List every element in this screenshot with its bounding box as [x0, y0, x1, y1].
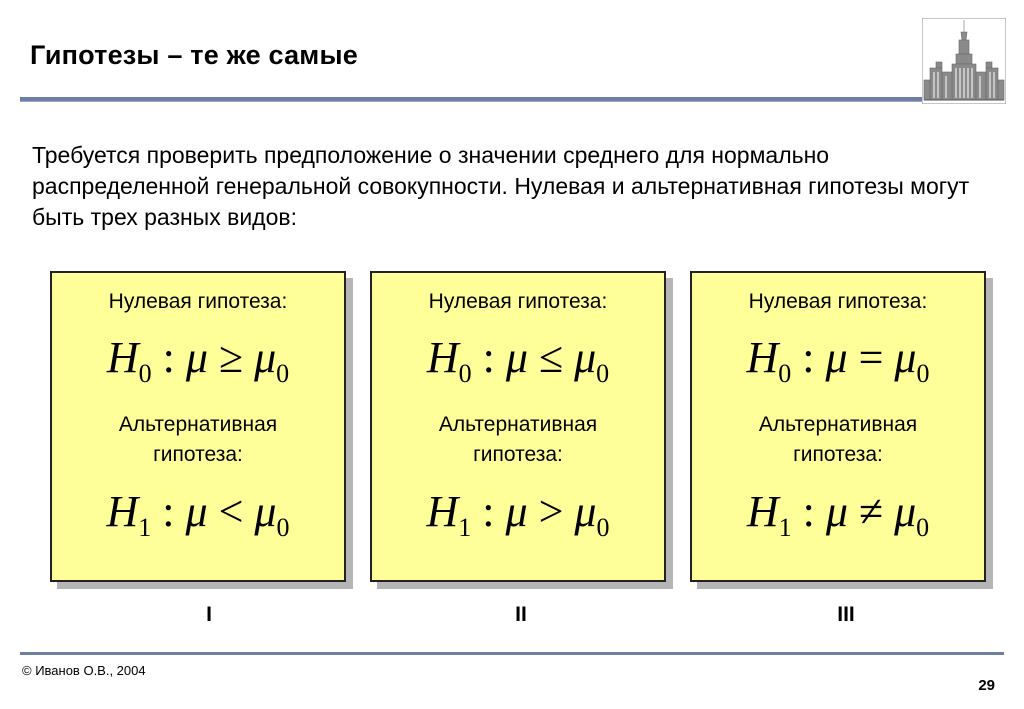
- null-hypothesis-label: Нулевая гипотеза:: [428, 290, 608, 313]
- case-numeral-2: II: [515, 603, 527, 626]
- alternative-hypothesis-formula: $H_1$ : $\mu \ne \mu_0$: [746, 487, 930, 542]
- alternative-hypothesis-label: Альтернативная гипотеза:: [438, 413, 598, 466]
- case-numeral-1: I: [206, 603, 212, 626]
- alternative-hypothesis-label: Альтернативная гипотеза:: [118, 413, 278, 466]
- msu-building-icon: [922, 18, 1006, 104]
- case-numeral-3: III: [837, 603, 855, 626]
- null-hypothesis-formula: $H_0$ : $\mu \ge \mu_0$: [106, 333, 290, 388]
- hypothesis-card-3: [690, 271, 986, 582]
- null-hypothesis-label: Нулевая гипотеза:: [108, 290, 288, 313]
- slide-title: Гипотезы – те же самые: [30, 40, 358, 70]
- copyright-text: © Иванов О.В., 2004: [22, 663, 146, 678]
- hypothesis-card-1: [50, 271, 346, 582]
- alternative-hypothesis-formula: $H_1$ : $\mu < \mu_0$: [106, 487, 290, 542]
- title-divider: [20, 97, 922, 102]
- intro-paragraph: Требуется проверить предположение о значении среднего для нормально распределенной генеральной совокупности. Нулевая и альтернативная гипотезы могут быть трех разных видов:: [32, 142, 970, 230]
- null-hypothesis-formula: $H_0$ : $\mu = \mu_0$: [746, 333, 930, 388]
- null-hypothesis-formula: $H_0$ : $\mu \le \mu_0$: [426, 333, 610, 388]
- alternative-hypothesis-formula: $H_1$ : $\mu > \mu_0$: [426, 487, 610, 542]
- page-number: 29: [978, 677, 995, 694]
- hypothesis-card-2: [370, 271, 666, 582]
- alternative-hypothesis-label: Альтернативная гипотеза:: [758, 413, 918, 466]
- footer-divider: [20, 652, 1004, 655]
- null-hypothesis-label: Нулевая гипотеза:: [748, 290, 928, 313]
